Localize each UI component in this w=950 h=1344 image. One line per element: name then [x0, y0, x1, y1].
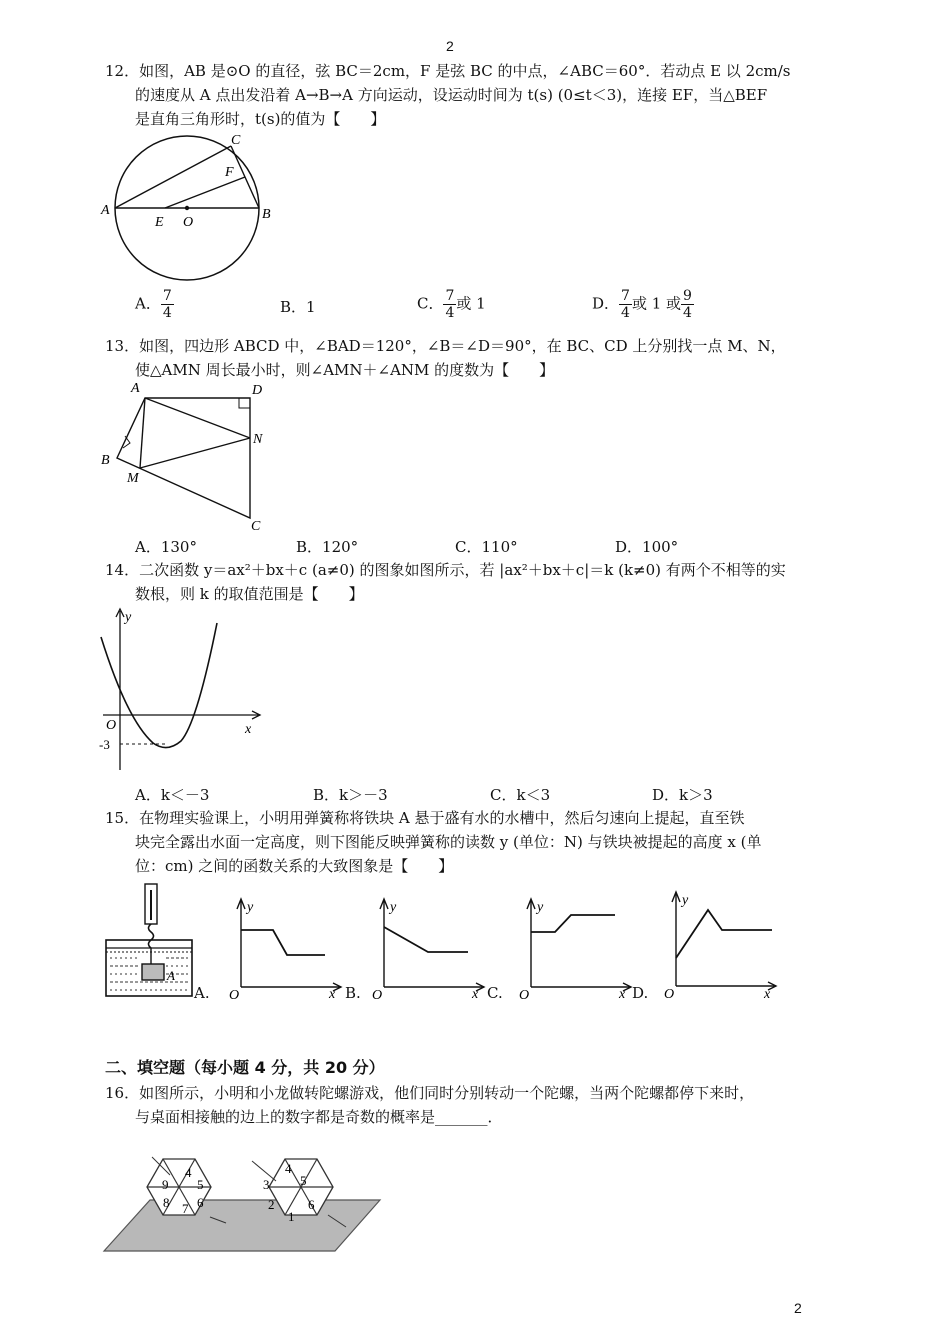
q13-option-d[interactable]: D．100°: [615, 538, 679, 556]
label-D: D: [252, 383, 263, 398]
q15-text-line3: 位：cm) 之间的函数关系的大致图象是【 】: [135, 857, 454, 875]
q13-quadrilateral-figure: [95, 378, 275, 533]
svg-text:x: x: [329, 987, 336, 1000]
label-C: C: [251, 519, 261, 533]
page-number-bottom: 2: [794, 1300, 802, 1316]
q15-graph-d: [660, 888, 780, 998]
q14-text-line2: 数根，则 k 的取值范围是【 】: [135, 585, 364, 603]
q14-option-d[interactable]: D．k＞3: [652, 786, 713, 804]
svg-text:x: x: [472, 987, 479, 1000]
q12-text-line1: 12．如图，AB 是⊙O 的直径，弦 BC＝2cm，F 是弦 BC 的中点，∠ABC＝60°．若动点 E 以 2cm/s: [105, 62, 791, 80]
q16-text-line2: 与桌面相接触的边上的数字都是奇数的概率是_______．: [135, 1108, 503, 1126]
section-title: 二、填空题（每小题 4 分，共 20 分）: [105, 1058, 385, 1077]
q12-option-a[interactable]: A． $\frac{7}{4}$: [135, 288, 172, 321]
q12-option-c[interactable]: C． $\frac{7}{4}$ 或 1: [417, 288, 486, 321]
svg-text:O: O: [664, 987, 675, 998]
svg-text:O: O: [229, 988, 240, 1000]
q13-option-c[interactable]: C．110°: [455, 538, 518, 556]
svg-text:7: 7: [182, 1201, 189, 1216]
label-y: y: [125, 610, 132, 625]
svg-text:3: 3: [263, 1177, 270, 1192]
label-A: A: [101, 203, 110, 218]
label-B: B: [262, 207, 271, 222]
q12-option-d[interactable]: D． $\frac{7}{4}$ 或 1 或 $\frac{9}{4}$: [592, 288, 692, 321]
spinner2-num: 4: [285, 1161, 292, 1176]
q14-option-b[interactable]: B．k＞－3: [313, 786, 388, 804]
svg-text:y: y: [390, 900, 397, 915]
q16-spinners-figure: [100, 1145, 385, 1255]
q13-option-b[interactable]: B．120°: [296, 538, 359, 556]
q15-graph-c: [515, 895, 635, 1000]
svg-text:O: O: [519, 988, 530, 1000]
label-B: B: [101, 453, 110, 468]
label-O: O: [183, 215, 194, 230]
page-number-top: 2: [446, 38, 454, 54]
svg-text:O: O: [372, 988, 383, 1000]
svg-text:2: 2: [268, 1197, 275, 1212]
svg-text:5: 5: [197, 1177, 204, 1192]
q15-option-d[interactable]: D.: [632, 984, 649, 1002]
svg-text:1: 1: [288, 1209, 295, 1224]
label-E: E: [155, 215, 164, 230]
q15-water-tank-figure: [100, 882, 195, 1002]
spinner1-num: 4: [185, 1165, 192, 1180]
svg-text:6: 6: [197, 1195, 204, 1210]
q15-option-b[interactable]: B.: [345, 984, 361, 1002]
svg-text:6: 6: [308, 1197, 315, 1212]
svg-text:y: y: [682, 893, 689, 908]
label-minus-3: -3: [99, 737, 110, 752]
q13-text-line2: 使△AMN 周长最小时，则∠AMN＋∠ANM 的度数为【 】: [135, 361, 555, 379]
label-O: O: [106, 718, 117, 733]
svg-text:8: 8: [163, 1195, 170, 1210]
label-block-A: A: [167, 968, 175, 983]
svg-text:5: 5: [300, 1173, 307, 1188]
q12-text-line3: 是直角三角形时，t(s)的值为【 】: [135, 110, 386, 128]
label-N: N: [253, 432, 263, 447]
q15-option-c[interactable]: C.: [487, 984, 503, 1002]
q14-parabola-figure: [95, 605, 275, 775]
q15-graph-a: [225, 895, 345, 1000]
q14-text-line1: 14．二次函数 y＝ax²＋bx＋c (a≠0) 的图象如图所示，若 |ax²＋bx＋c|＝k (k≠0) 有两个不相等的实: [105, 561, 786, 579]
q15-text-line2: 块完全露出水面一定高度，则下图能反映弹簧称的读数 y (单位：N) 与铁块被提起的高度 x (单: [135, 833, 762, 851]
q15-graph-b: [368, 895, 488, 1000]
q14-option-c[interactable]: C．k＜3: [490, 786, 551, 804]
svg-text:y: y: [247, 900, 254, 915]
label-F: F: [225, 165, 234, 180]
q13-text-line1: 13．如图，四边形 ABCD 中，∠BAD＝120°，∠B＝∠D＝90°，在 BC、CD 上分别找一点 M、N，: [105, 337, 786, 355]
q16-text-line1: 16．如图所示，小明和小龙做转陀螺游戏，他们同时分别转动一个陀螺，当两个陀螺都停下来时，: [105, 1084, 755, 1102]
svg-text:x: x: [619, 987, 626, 1000]
q15-option-a[interactable]: A.: [194, 984, 210, 1002]
label-M: M: [127, 471, 139, 486]
svg-text:y: y: [537, 900, 544, 915]
q12-option-b[interactable]: B．1: [280, 298, 316, 316]
label-x: x: [245, 722, 252, 737]
q14-option-a[interactable]: A．k＜－3: [135, 786, 210, 804]
label-C: C: [231, 133, 241, 148]
q12-circle-figure: [95, 128, 285, 288]
label-A: A: [131, 381, 140, 396]
q15-text-line1: 15．在物理实验课上，小明用弹簧称将铁块 A 悬于盛有水的水槽中，然后匀速向上提起，直至铁: [105, 809, 745, 827]
q13-option-a[interactable]: A．130°: [135, 538, 197, 556]
q12-text-line2: 的速度从 A 点出发沿着 A→B→A 方向运动，设运动时间为 t(s) (0≤t＜3)，连接 EF，当△BEF: [135, 86, 768, 104]
svg-text:x: x: [764, 987, 771, 998]
svg-text:9: 9: [162, 1177, 169, 1192]
